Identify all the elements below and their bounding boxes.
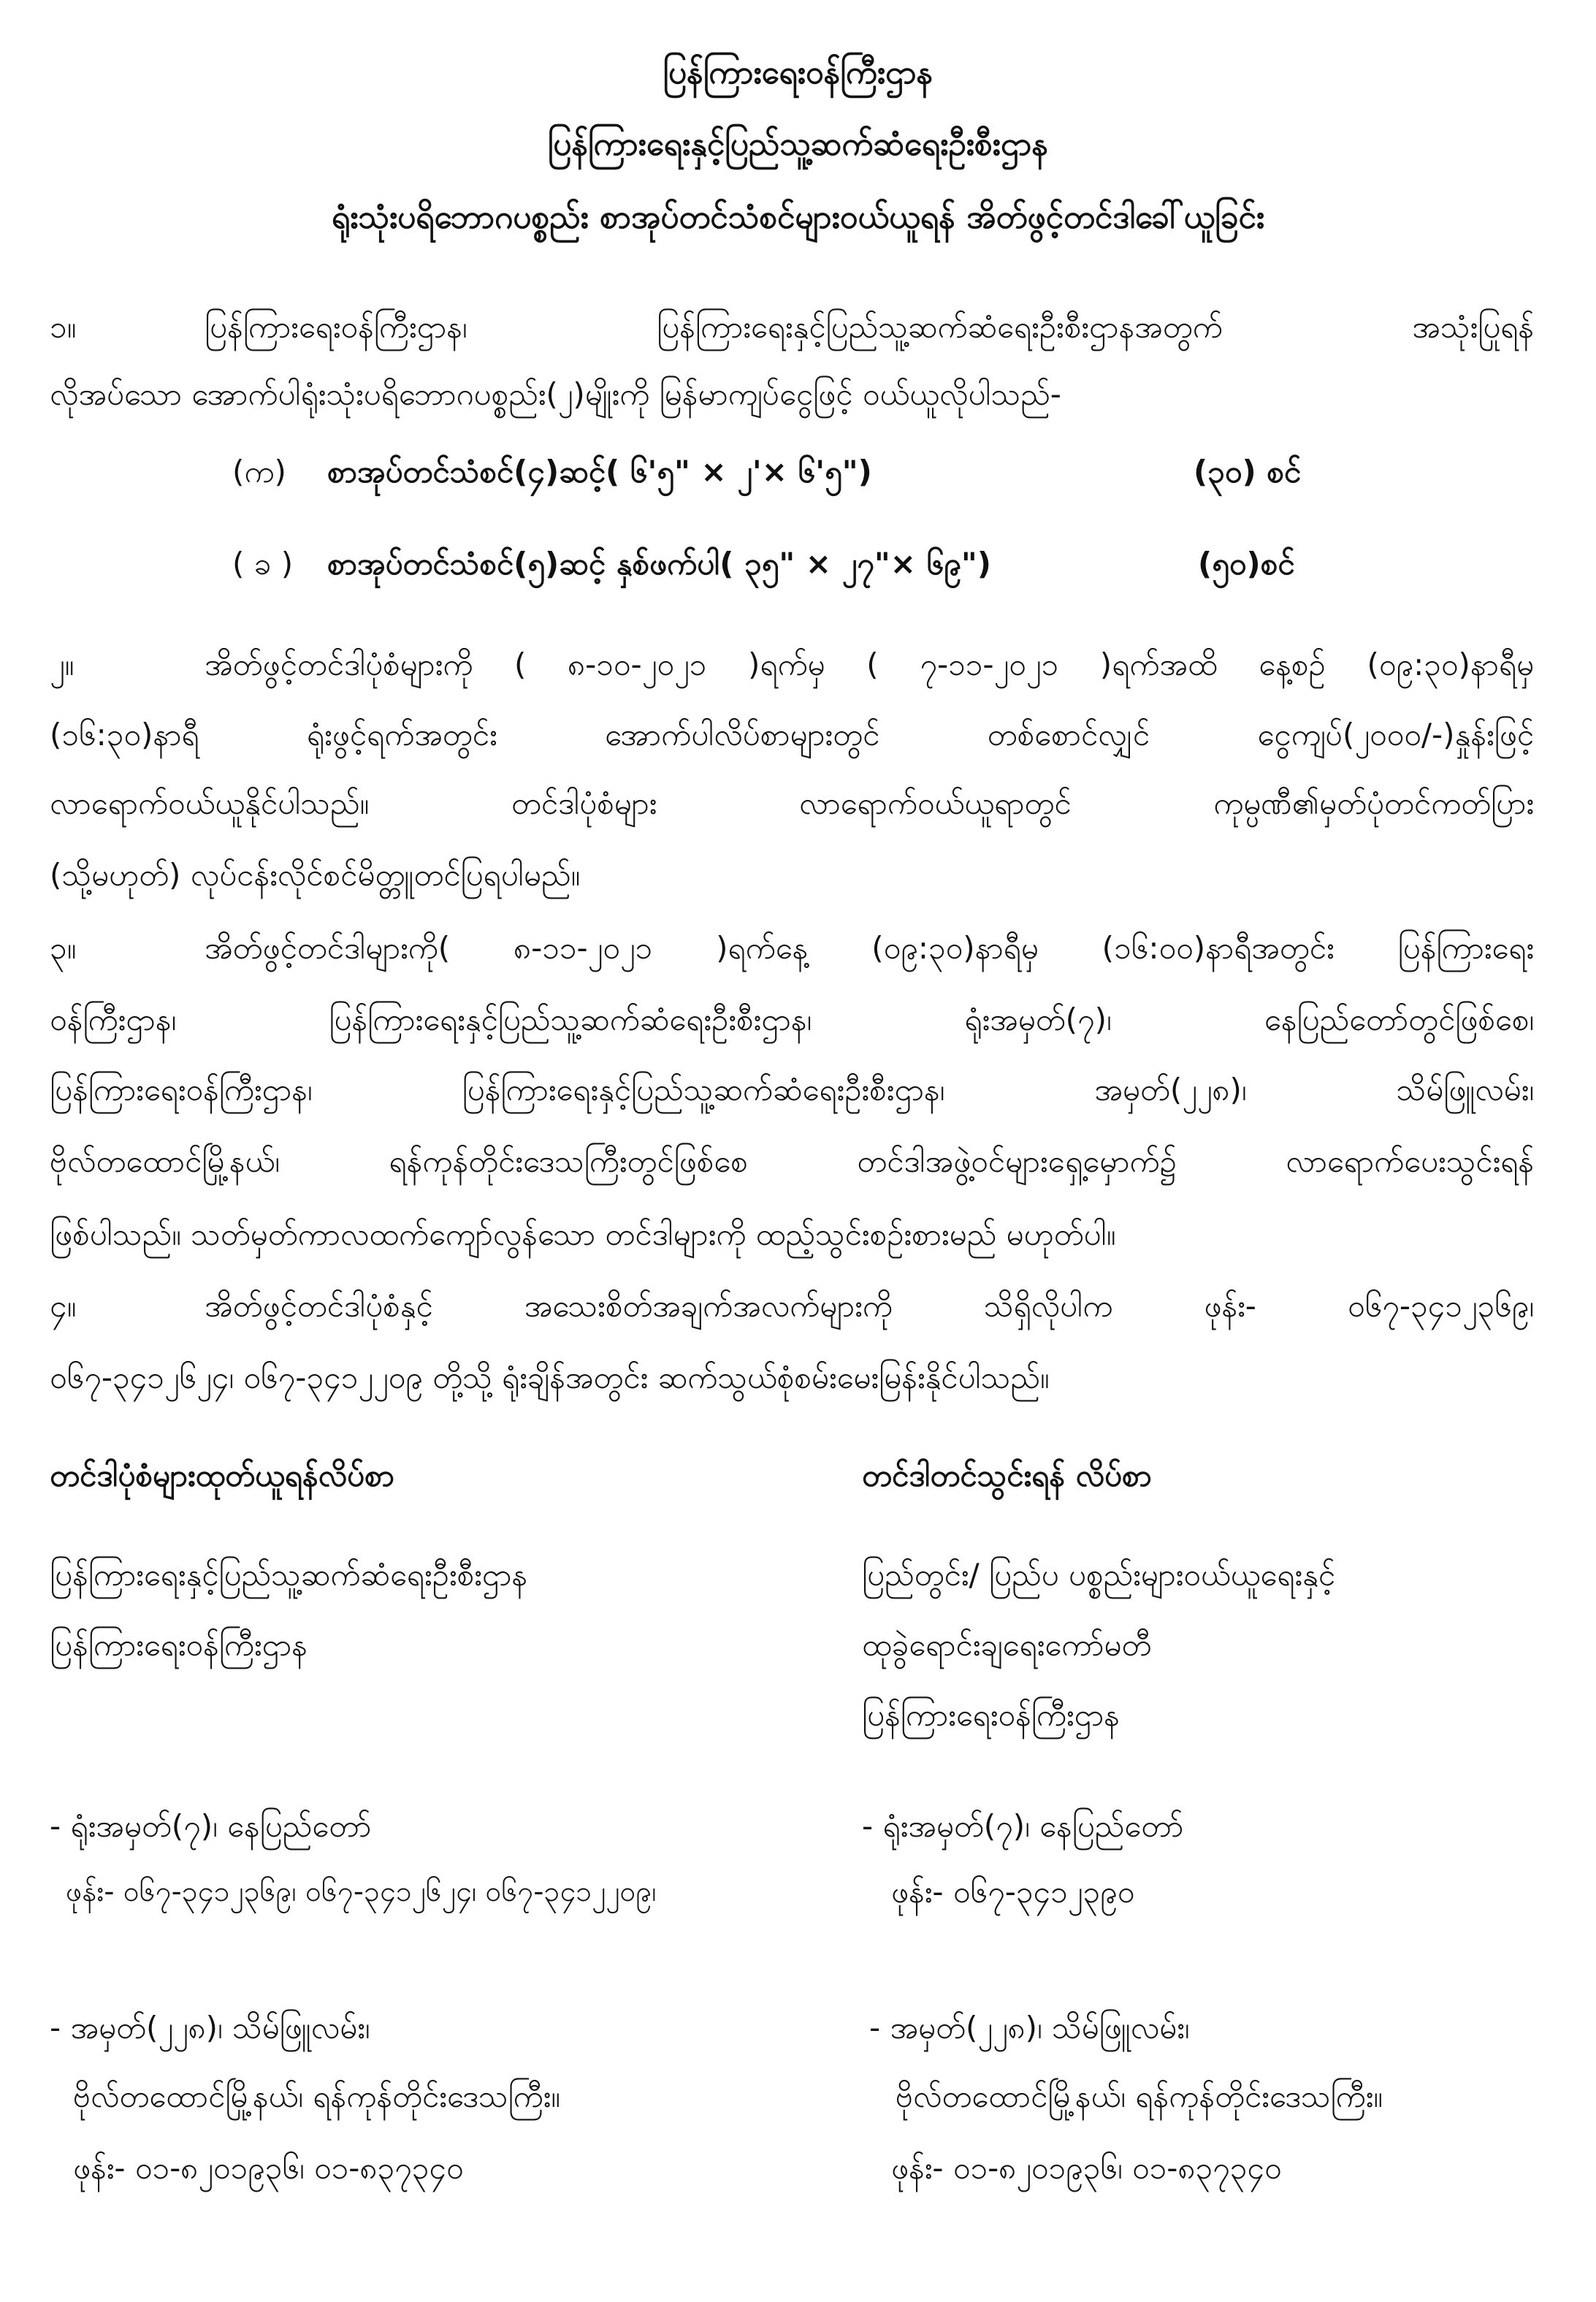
item-label: (က) — [232, 454, 286, 489]
left-org-line: ပြန်ကြားရေးဝန်ကြီးဌာန — [50, 1627, 308, 1663]
left-address2-line: ဗိုလ်တထောင်မြို့နယ်၊ ရန်ကုန်တိုင်းဒေသကြီး။ — [73, 2078, 561, 2114]
right-address1-line: - ရုံးအမှတ်(၇)၊ နေပြည်တော် — [862, 1808, 1184, 1844]
right-column-heading: တင်ဒါတင်သွင်းရန် လိပ်စာ — [862, 1457, 1152, 1493]
right-org-line: ထုခွဲရောင်းချရေးကော်မတီ — [862, 1627, 1152, 1663]
para3-number: ၃။ — [50, 930, 77, 966]
para2-line: (သို့မဟုတ်) လုပ်ငန်းလိုင်စင်မိတ္တူတင်ပြရပါမည်။ — [50, 857, 581, 893]
item-label: ( ခ ) — [232, 546, 294, 582]
right-address2-phone: ဖုန်း- ၀၁-၈၂၀၁၉၃၆၊ ၀၁-၈၃၇၃၄၀ — [891, 2150, 1282, 2186]
para3-line: အိတ်ဖွင့်တင်ဒါများကို( ၈-၁၁-၂၀၂၁ )ရက်နေ့ (၀၉:၃၀)နာရီမှ (၁၆:၀၀)နာရီအတွင်း ပြန်ကြားရေး — [205, 930, 1534, 966]
para2-line: (၁၆:၃၀)နာရီ ရုံးဖွင့်ရက်အတွင်း အောက်ပါလိပ်စာများတွင် တစ်စောင်လျှင် ငွေကျပ်(၂၀၀၀/-)နှုန်းဖြင့် — [50, 717, 1534, 752]
right-org-line: ပြန်ကြားရေးဝန်ကြီးဌာန — [862, 1697, 1120, 1733]
left-address1-phone: ဖုန်း- ၀၆၇-၃၄၁၂၃၆၉၊ ၀၆၇-၃၄၁၂၆၂၄၊ ၀၆၇-၃၄၁၂၂၀၉၊ — [66, 1875, 657, 1908]
para2-number: ၂။ — [50, 647, 75, 682]
para3-line: ဗိုလ်တထောင်မြို့နယ်၊ ရန်ကုန်တိုင်းဒေသကြီးတွင်ဖြစ်စေ တင်ဒါအဖွဲ့ဝင်များရှေ့မှောက်၌ လာရောက်ပေးသွင်းရန် — [50, 1143, 1534, 1179]
notice-subject: ရုံးသုံးပရိဘောဂပစ္စည်း စာအုပ်တင်သံစင်များဝယ်ယူရန် အိတ်ဖွင့်တင်ဒါခေါ်ယူခြင်း — [331, 199, 1265, 236]
para1-line1: ပြန်ကြားရေးဝန်ကြီးဌာန၊ ပြန်ကြားရေးနှင့်ပြည်သူ့ဆက်ဆံရေးဦးစီးဌာနအတွက် အသုံးပြုရန် — [205, 309, 1534, 345]
item-quantity: (၅၀)စင် — [1198, 546, 1295, 582]
left-address2-line: - အမှတ်(၂၂၈)၊ သိမ်ဖြူလမ်း၊ — [50, 2010, 370, 2046]
ministry-title: ပြန်ကြားရေးဝန်ကြီးဌာန — [663, 54, 933, 91]
left-column-heading: တင်ဒါပုံစံများထုတ်ယူရန်လိပ်စာ — [50, 1457, 394, 1493]
para3-line: ပြန်ကြားရေးဝန်ကြီးဌာန၊ ပြန်ကြားရေးနှင့်ပြည်သူ့ဆက်ဆံရေးဦးစီးဌာန၊ အမှတ်(၂၂၈)၊ သိမ်ဖြူလမ်း၊ — [50, 1072, 1534, 1108]
para3-line: ဖြစ်ပါသည်။ သတ်မှတ်ကာလထက်ကျော်လွန်သော တင်ဒါများကို ထည့်သွင်းစဉ်းစားမည် မဟုတ်ပါ။ — [50, 1216, 1116, 1252]
left-address2-phone: ဖုန်း- ၀၁-၈၂၀၁၉၃၆၊ ၀၁-၈၃၇၃၄၀ — [73, 2150, 464, 2186]
para2-line: အိတ်ဖွင့်တင်ဒါပုံစံများကို ( ၈-၁၀-၂၀၂၁ )ရက်မှ ( ၇-၁၁-၂၀၂၁ )ရက်အထိ နေ့စဉ် (၀၉:၃၀)နာရီမှ — [205, 647, 1534, 682]
right-address1-phone: ဖုန်း- ၀၆၇-၃၄၁၂၃၉၀ — [891, 1874, 1135, 1910]
department-title: ပြန်ကြားရေးနှင့်ပြည်သူ့ဆက်ဆံရေးဦးစီးဌာန — [547, 126, 1049, 163]
left-address1-line: - ရုံးအမှတ်(၇)၊ နေပြည်တော် — [50, 1808, 372, 1844]
para4-line: အိတ်ဖွင့်တင်ဒါပုံစံနှင့် အသေးစိတ်အချက်အလက်များကို သိရှိလိုပါက ဖုန်း- ၀၆၇-၃၄၁၂၃၆၉၊ — [205, 1288, 1534, 1324]
para4-number: ၄။ — [50, 1288, 77, 1324]
right-address2-line: - အမှတ်(၂၂၈)၊ သိမ်ဖြူလမ်း၊ — [869, 2010, 1190, 2046]
item-quantity: (၃၀) စင် — [1194, 454, 1302, 489]
para1-line2: လိုအပ်သော အောက်ပါရုံးသုံးပရိဘောဂပစ္စည်း(၂)မျိုးကို မြန်မာကျပ်ငွေဖြင့် ဝယ်ယူလိုပါသည်- — [50, 376, 1061, 412]
para3-line: ဝန်ကြီးဌာန၊ ပြန်ကြားရေးနှင့်ပြည်သူ့ဆက်ဆံရေးဦးစီးဌာန၊ ရုံးအမှတ်(၇)၊ နေပြည်တော်တွင်ဖြစ်စေ၊ — [50, 1002, 1534, 1037]
item-description: စာအုပ်တင်သံစင်(၅)ဆင့် နှစ်ဖက်ပါ( ၃၅" × ၂၇"× ၆၉") — [327, 546, 991, 582]
para4-line: ၀၆၇-၃၄၁၂၆၂၄၊ ၀၆၇-၃၄၁၂၂၀၉ တို့သို့ ရုံးချိန်အတွင်း ဆက်သွယ်စုံစမ်းမေးမြန်းနိုင်ပါသည်။ — [50, 1360, 1050, 1395]
right-address2-line: ဗိုလ်တထောင်မြို့နယ်၊ ရန်ကုန်တိုင်းဒေသကြီး။ — [896, 2078, 1383, 2114]
right-org-line: ပြည်တွင်း/ ပြည်ပ ပစ္စည်းများဝယ်ယူရေးနှင့် — [862, 1557, 1336, 1593]
item-description: စာအုပ်တင်သံစင်(၄)ဆင့်( ၆'၅" × ၂'× ၆'၅") — [327, 454, 872, 489]
para1-number: ၁။ — [50, 309, 77, 345]
left-org-line: ပြန်ကြားရေးနှင့်ပြည်သူ့ဆက်ဆံရေးဦးစီးဌာန — [50, 1557, 528, 1593]
para2-line: လာရောက်ဝယ်ယူနိုင်ပါသည်။ တင်ဒါပုံစံများ လာရောက်ဝယ်ယူရာတွင် ကုမ္ပဏီ၏မှတ်ပုံတင်ကတ်ပြား — [50, 785, 1534, 821]
